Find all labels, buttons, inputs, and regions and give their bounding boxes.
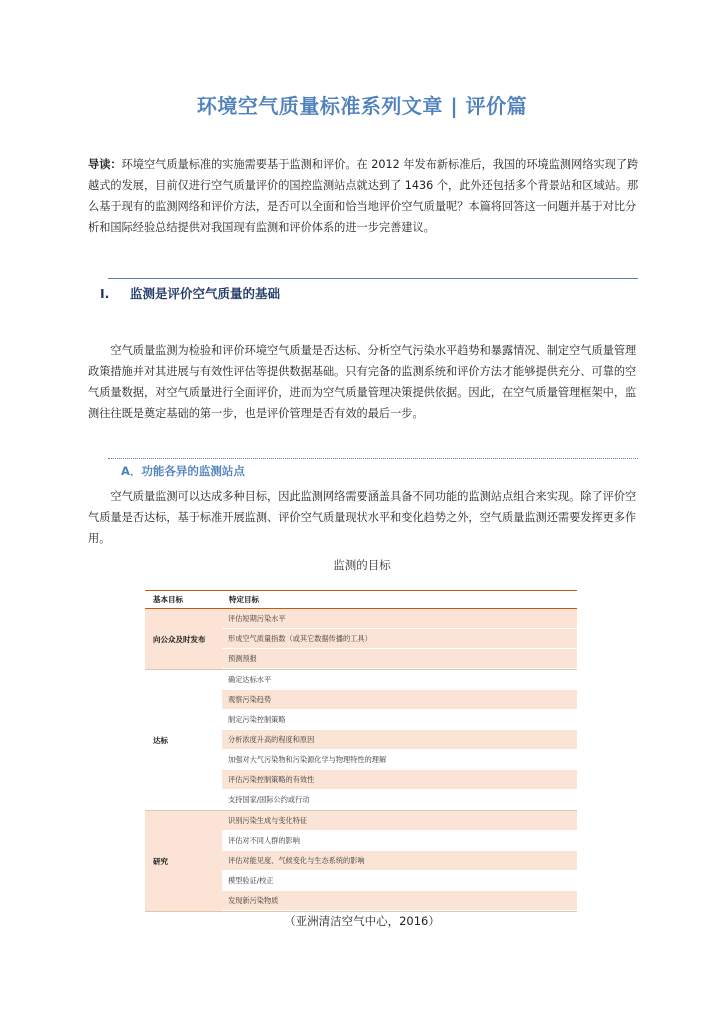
section-title: 监测是评价空气质量的基础 xyxy=(130,286,281,301)
table-row: 发现新污染物质 xyxy=(222,891,577,911)
table-group-compliance xyxy=(145,670,577,811)
table-row: 评估对能见度、气候变化与生态系统的影响 xyxy=(222,851,577,871)
table-header xyxy=(145,590,577,609)
section-paragraph: 空气质量监测为检验和评价环境空气质量是否达标、分析空气污染水平趋势和暴露情况、制定空气质量管理政策措施并对其进展与有效性评估等提供数据基础。只有完备的监测系统和评价方法才能够提供充分、可靠的空气质量数据，对空气质量进行全面评价，进而为空气质量管理决策提供依据。因此，在空气质量管理框架中，监测往往既是奠定基础的第一步，也是评价管理是否有效的最后一步。 xyxy=(88,344,637,420)
group-category: 研究 xyxy=(153,856,168,866)
page-title: 环境空气质量标准系列文章 | 评价篇 xyxy=(196,94,528,118)
table-row: 评估短期污染水平 xyxy=(222,609,577,629)
intro-label: 导读： xyxy=(88,158,122,171)
section-number: I. xyxy=(100,286,110,301)
table-row: 观察污染趋势 xyxy=(222,690,577,710)
group-category: 向公众及时发布 xyxy=(153,634,206,644)
table-caption: 监测的目标 xyxy=(333,558,391,572)
table-row: 评估污染控制策略的有效性 xyxy=(222,770,577,790)
subsection-divider xyxy=(108,458,638,459)
intro-paragraph xyxy=(88,154,642,238)
table-row: 预测预报 xyxy=(222,649,577,669)
objectives-table xyxy=(145,590,577,912)
subsection-paragraph: 空气质量监测可以达成多种目标，因此监测网络需要涵盖具备不同功能的监测站点组合来实现。除了评价空气质量是否达标，基于标准开展监测、评价空气质量现状水平和变化趋势之外，空气质量监测还需要发挥更多作用。 xyxy=(88,490,637,545)
table-row: 加强对大气污染物和污染源化学与物理特性的理解 xyxy=(222,750,577,770)
header-basic-objective: 基本目标 xyxy=(153,595,183,604)
table-row: 识别污染生成与变化特征 xyxy=(222,811,577,831)
table-row: 支持国家/国际公约或行动 xyxy=(222,790,577,810)
table-row: 分析浓度升高的程度和原因 xyxy=(222,730,577,750)
header-specific-objective: 特定目标 xyxy=(229,595,259,604)
table-source: （亚洲清洁空气中心，2016） xyxy=(284,914,440,928)
table-group-public xyxy=(145,609,577,670)
intro-text: 环境空气质量标准的实施需要基于监测和评价。在 2012 年发布新标准后，我国的环境监测网络实现了跨越式的发展，目前仅进行空气质量评价的国控监测站点就达到了 1436 个，此外还包括多个背景站和区域站。那么基于现有的监测网络和评价方法，是否可以全面和恰当地评价空气质量呢？本篇将回答这一问题并基于对比分析和国际经验总结提供对我国现有监测和评价体系的进一步完善建议。 xyxy=(88,158,639,234)
table-row: 模型验证/校正 xyxy=(222,871,577,891)
table-row: 形成空气质量指数（或其它数据传播的工具） xyxy=(222,629,577,649)
table-row: 确定达标水平 xyxy=(222,670,577,690)
table-group-research xyxy=(145,811,577,912)
table-row: 评估对不同人群的影响 xyxy=(222,831,577,851)
section-divider xyxy=(108,278,638,279)
section-heading xyxy=(100,284,280,302)
table-row: 制定污染控制策略 xyxy=(222,710,577,730)
subsection-heading: A．功能各异的监测站点 xyxy=(121,464,245,478)
group-category: 达标 xyxy=(153,735,168,745)
